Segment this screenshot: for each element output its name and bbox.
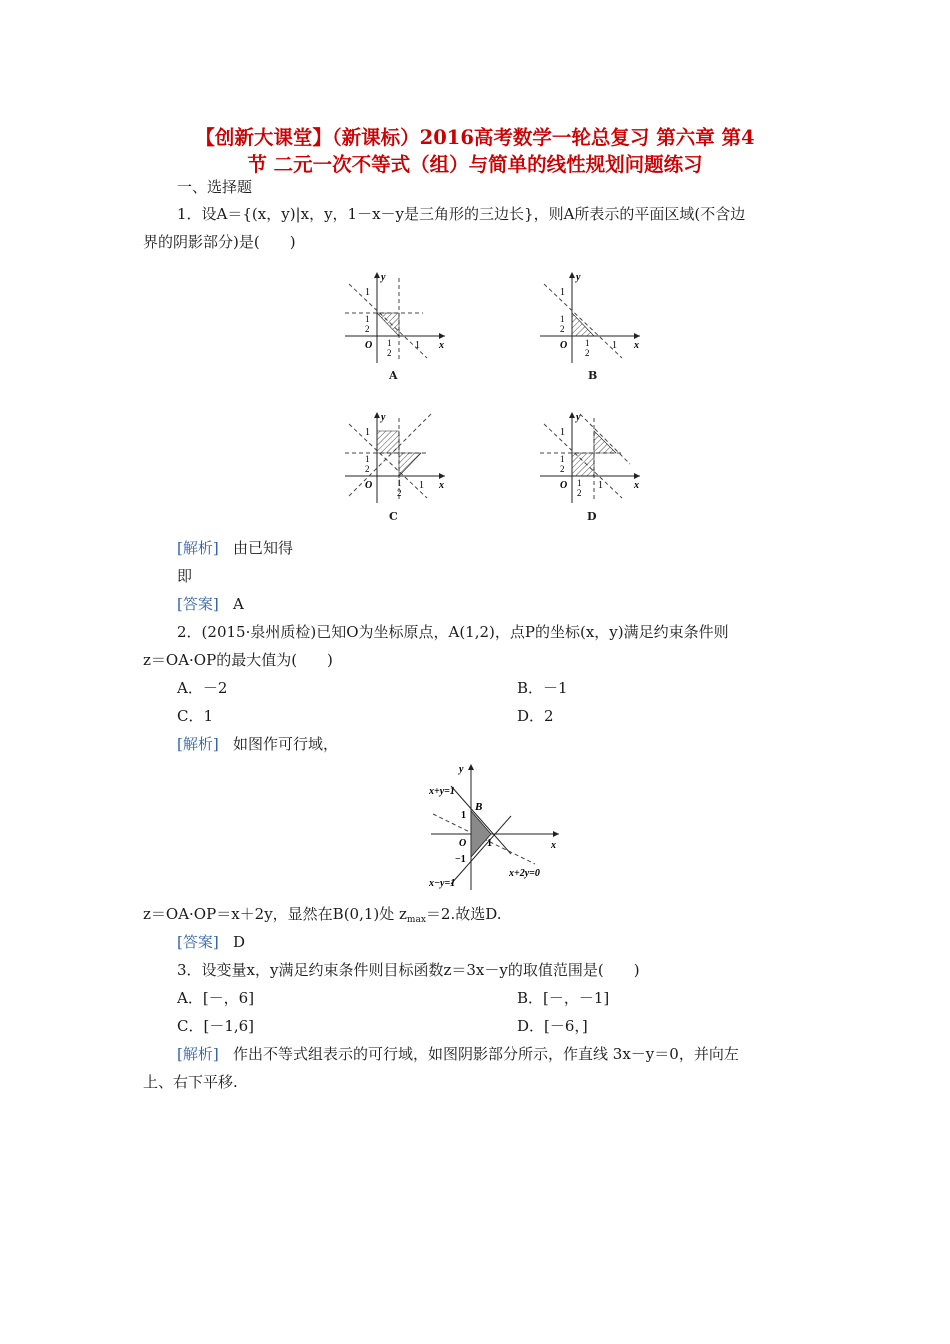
eq-label-x-plus-2y: x+2y=0 — [509, 868, 540, 879]
analysis-text: 作出不等式组表示的可行域，如图阴影部分所示，作直线 3x－y＝0，并向左 — [233, 1045, 739, 1063]
x-axis-label: x — [551, 840, 556, 851]
tick-half-den: 2 — [560, 324, 565, 334]
q1-answer — [177, 594, 244, 614]
origin-label: O — [365, 480, 373, 491]
tick-label-one-x: 1 — [598, 480, 603, 491]
q3-option-d: D．[－6，] — [517, 1017, 588, 1035]
q2-option-d: D．2 — [517, 707, 554, 725]
q1-figure-d-label: D — [587, 510, 597, 523]
q2-option-c: C．1 — [177, 707, 214, 725]
tick-half-den: 2 — [560, 464, 565, 474]
tick-one-x: 1 — [487, 838, 492, 849]
dashed-line-diagonal — [544, 284, 622, 358]
x-axis-label: x — [634, 340, 639, 351]
q2-text-line2: z＝OA·OP的最大值为( ) — [143, 651, 333, 669]
tick-neg-one-y: −1 — [455, 854, 466, 865]
title-line-2: 节 二元一次不等式（组）与简单的线性规划问题练习 — [247, 153, 703, 176]
tick-half-den-x: 2 — [397, 488, 402, 498]
analysis-tag: [解析] — [177, 735, 219, 753]
tick-half-num-x: 1 — [397, 478, 402, 488]
tick-half-num: 1 — [560, 314, 565, 324]
origin-label: O — [560, 480, 568, 491]
q1-figure-c-label: C — [389, 510, 398, 523]
x-axis-label: x — [634, 480, 639, 491]
tick-label-one-x: 1 — [612, 340, 617, 351]
shaded-region-upper — [594, 431, 616, 453]
x-axis-arrow — [553, 831, 559, 837]
x-axis-arrow — [634, 473, 640, 479]
tick-half-den-x: 2 — [577, 488, 582, 498]
analysis-text: 由已知得 — [233, 539, 294, 557]
y-axis-label: y — [459, 764, 464, 775]
q1-analysis — [177, 538, 293, 558]
section-heading: 一、选择题 — [177, 178, 253, 196]
tick-half-num: 1 — [365, 454, 370, 464]
title-line-1: 【创新大课堂】（新课标）2016高考数学一轮总复习 第六章 第4 — [195, 126, 755, 149]
analysis-text: 如图作可行域， — [233, 735, 339, 753]
eq-label-x-minus-y: x−y=1 — [429, 878, 456, 889]
q3-analysis — [177, 1044, 739, 1064]
tick-label-one: 1 — [365, 427, 370, 438]
tick-label-one: 1 — [560, 427, 565, 438]
tick-half-den: 2 — [365, 464, 370, 474]
q3-option-c: C．[－1,6] — [177, 1017, 255, 1035]
analysis-tag: [解析] — [177, 539, 219, 557]
tick-half-den-x: 2 — [387, 348, 392, 358]
tick-label-one-x: 1 — [415, 340, 420, 351]
tick-half-den-x: 2 — [585, 348, 590, 358]
q2-figure — [425, 760, 565, 892]
y-axis-label: y — [381, 412, 386, 423]
tick-half-den: 2 — [365, 324, 370, 334]
q2-text-line1: 2．(2015·泉州质检)已知O为坐标原点，A(1,2)，点P的坐标(x，y)满足约束条件则 — [177, 623, 729, 641]
document-title — [140, 124, 810, 178]
x-axis-arrow — [634, 333, 640, 339]
point-b-label: B — [475, 801, 483, 813]
q1-analysis-line2: 即 — [177, 567, 193, 585]
q2-result — [143, 904, 501, 930]
q2-analysis — [177, 734, 338, 754]
y-axis-arrow — [569, 272, 575, 278]
x-axis-arrow — [439, 473, 445, 479]
y-axis-arrow — [374, 272, 380, 278]
answer-value: D — [233, 933, 246, 951]
x-axis-label: x — [439, 480, 444, 491]
tick-half-num-x: 1 — [577, 478, 582, 488]
q3-option-a: A．[－，6] — [177, 989, 255, 1007]
answer-tag: [答案] — [177, 933, 219, 951]
tick-half-num: 1 — [560, 454, 565, 464]
x-axis-label: x — [439, 340, 444, 351]
answer-tag: [答案] — [177, 595, 219, 613]
q2-option-b: B．－1 — [517, 679, 568, 697]
q2-answer — [177, 932, 245, 952]
tick-half-num-x: 1 — [585, 338, 590, 348]
y-axis-arrow — [569, 412, 575, 418]
tick-label-one: 1 — [365, 287, 370, 298]
answer-value: A — [233, 595, 244, 613]
q1-figure-b — [530, 268, 645, 363]
tick-label-one-x: 1 — [419, 480, 424, 491]
tick-one-y: 1 — [461, 810, 466, 821]
q1-text-line1: 1．设A＝{(x，y)|x，y，1－x－y是三角形的三边长}，则A所表示的平面区域(不含边 — [177, 205, 746, 223]
y-axis-label: y — [576, 272, 581, 283]
shaded-region-upper — [377, 431, 399, 453]
q2-option-a: A．－2 — [177, 679, 228, 697]
origin-label: O — [560, 340, 568, 351]
tick-half-num-x: 1 — [387, 338, 392, 348]
shaded-region-lower — [399, 453, 421, 476]
shaded-region — [572, 313, 594, 336]
q1-figure-a — [335, 268, 450, 363]
q1-figure-b-label: B — [588, 369, 598, 382]
x-axis-arrow — [439, 333, 445, 339]
y-axis-arrow — [468, 764, 474, 770]
q3-option-b: B．[－，－1] — [517, 989, 610, 1007]
y-axis-label: y — [576, 412, 581, 423]
q3-analysis-line2: 上、右下平移. — [143, 1073, 238, 1091]
q2-result-pre: z＝OA·OP＝x＋2y，显然在B(0,1)处 z — [143, 905, 407, 923]
y-axis-label: y — [381, 272, 386, 283]
q1-figure-a-label: A — [389, 369, 398, 382]
shaded-region-lower — [572, 453, 594, 476]
q2-result-sub: max — [406, 915, 426, 925]
shaded-region — [377, 313, 399, 336]
tick-half-num: 1 — [365, 314, 370, 324]
y-axis-arrow — [374, 412, 380, 418]
origin-label: O — [365, 340, 373, 351]
q3-text: 3．设变量x，y满足约束条件则目标函数z＝3x－y的取值范围是( ) — [177, 961, 640, 979]
q1-figure-c — [335, 408, 450, 503]
q2-result-post: ＝2.故选D. — [425, 905, 502, 923]
analysis-tag: [解析] — [177, 1045, 219, 1063]
tick-label-one: 1 — [560, 287, 565, 298]
q1-figure-d — [530, 408, 645, 503]
q1-text-line2: 界的阴影部分)是( ) — [143, 233, 296, 251]
eq-label-x-plus-y: x+y=1 — [429, 786, 455, 797]
origin-label: O — [459, 838, 467, 849]
